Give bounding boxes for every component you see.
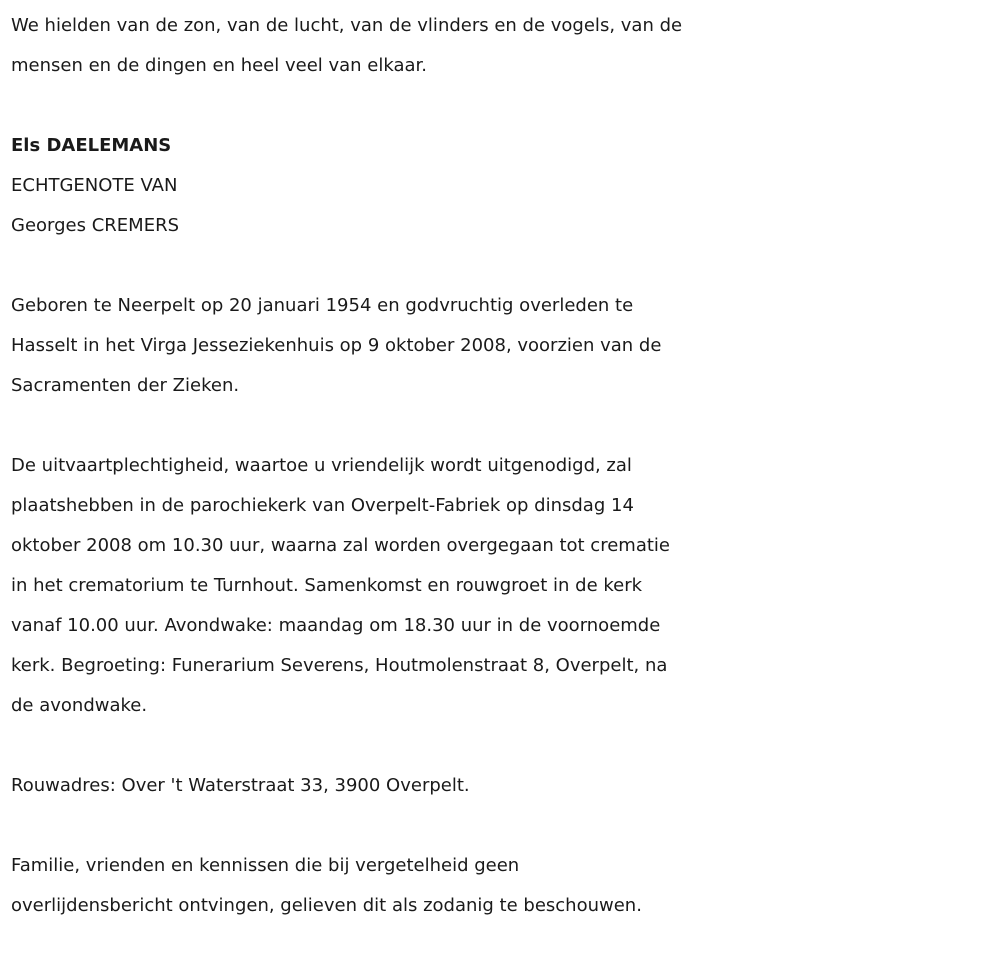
- paragraph-gap: [11, 86, 996, 126]
- obituary-document: [11, 6, 996, 926]
- birth-death-line: Hasselt in het Virga Jesseziekenhuis op 9 oktober 2008, voorzien van de: [11, 335, 662, 356]
- paragraph-gap: [11, 726, 996, 766]
- mourning-address: Rouwadres: Over 't Waterstraat 33, 3900 Overpelt.: [11, 775, 470, 796]
- funeral-line: vanaf 10.00 uur. Avondwake: maandag om 18.30 uur in de voornoemde: [11, 615, 661, 636]
- funeral-paragraph: [11, 446, 996, 726]
- funeral-line: De uitvaartplechtigheid, waartoe u vriendelijk wordt uitgenodigd, zal: [11, 455, 632, 476]
- paragraph-gap: [11, 806, 996, 846]
- closing-line: Familie, vrienden en kennissen die bij vergetelheid geen: [11, 855, 520, 876]
- closing-line: overlijdensbericht ontvingen, gelieven dit als zodanig te beschouwen.: [11, 895, 642, 916]
- birth-death-line: Sacramenten der Zieken.: [11, 375, 240, 396]
- deceased-name: Els DAELEMANS: [11, 135, 172, 156]
- paragraph-gap: [11, 246, 996, 286]
- funeral-line: de avondwake.: [11, 695, 148, 716]
- funeral-line: plaatshebben in de parochiekerk van Overpelt-Fabriek op dinsdag 14: [11, 495, 634, 516]
- paragraph-gap: [11, 406, 996, 446]
- funeral-line: kerk. Begroeting: Funerarium Severens, Houtmolenstraat 8, Overpelt, na: [11, 655, 668, 676]
- motto-paragraph: [11, 6, 996, 86]
- motto-line: We hielden van de zon, van de lucht, van de vlinders en de vogels, van de: [11, 15, 683, 36]
- relation-label: ECHTGENOTE VAN: [11, 175, 178, 196]
- birth-death-line: Geboren te Neerpelt op 20 januari 1954 en godvruchtig overleden te: [11, 295, 634, 316]
- closing-paragraph: [11, 846, 996, 926]
- birth-death-paragraph: [11, 286, 996, 406]
- spouse-name: Georges CREMERS: [11, 215, 180, 236]
- funeral-line: oktober 2008 om 10.30 uur, waarna zal worden overgegaan tot crematie: [11, 535, 670, 556]
- motto-line: mensen en de dingen en heel veel van elkaar.: [11, 55, 428, 76]
- funeral-line: in het crematorium te Turnhout. Samenkomst en rouwgroet in de kerk: [11, 575, 643, 596]
